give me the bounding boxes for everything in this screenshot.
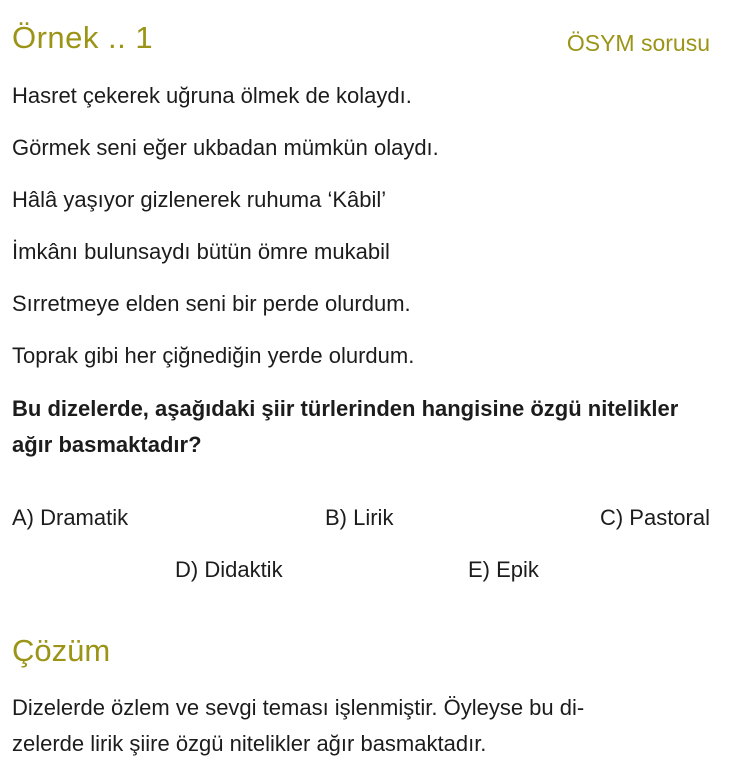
poem-line: Görmek seni eğer ukbadan mümkün olaydı. [12, 135, 439, 160]
example-title: Örnek .. 1 [12, 20, 154, 55]
solution-text [12, 690, 724, 762]
option-a[interactable]: A) Dramatik [12, 505, 129, 530]
poem-line: Hâlâ yaşıyor gizlenerek ruhuma ‘Kâbil’ [12, 187, 387, 212]
question-text: Bu dizelerde, aşağıdaki şiir türlerinden hangisine özgü nitelikler ağır basmaktadır? [12, 396, 679, 457]
poem [12, 81, 718, 393]
solution-line: zelerde lirik şiire özgü nitelikler ağır basmaktadır. [12, 731, 487, 756]
option-c[interactable]: C) Pastoral [599, 505, 710, 530]
solution-line: Dizelerde özlem ve sevgi teması işlenmiştir. Öyleyse bu di- [12, 695, 585, 720]
poem-line: İmkânı bulunsaydı bütün ömre mukabil [12, 239, 390, 264]
poem-line: Hasret çekerek uğruna ölmek de kolaydı. [12, 83, 412, 108]
poem-line: Sırretmeye elden seni bir perde olurdum. [12, 291, 411, 316]
option-e[interactable]: E) Epik [468, 557, 539, 582]
poem-line: Toprak gibi her çiğnediğin yerde olurdum. [12, 343, 415, 368]
option-b[interactable]: B) Lirik [325, 505, 394, 530]
example-header [12, 20, 710, 60]
solution-title: Çözüm [12, 633, 111, 668]
option-d[interactable]: D) Didaktik [175, 557, 283, 582]
source-label: ÖSYM sorusu [566, 30, 710, 56]
